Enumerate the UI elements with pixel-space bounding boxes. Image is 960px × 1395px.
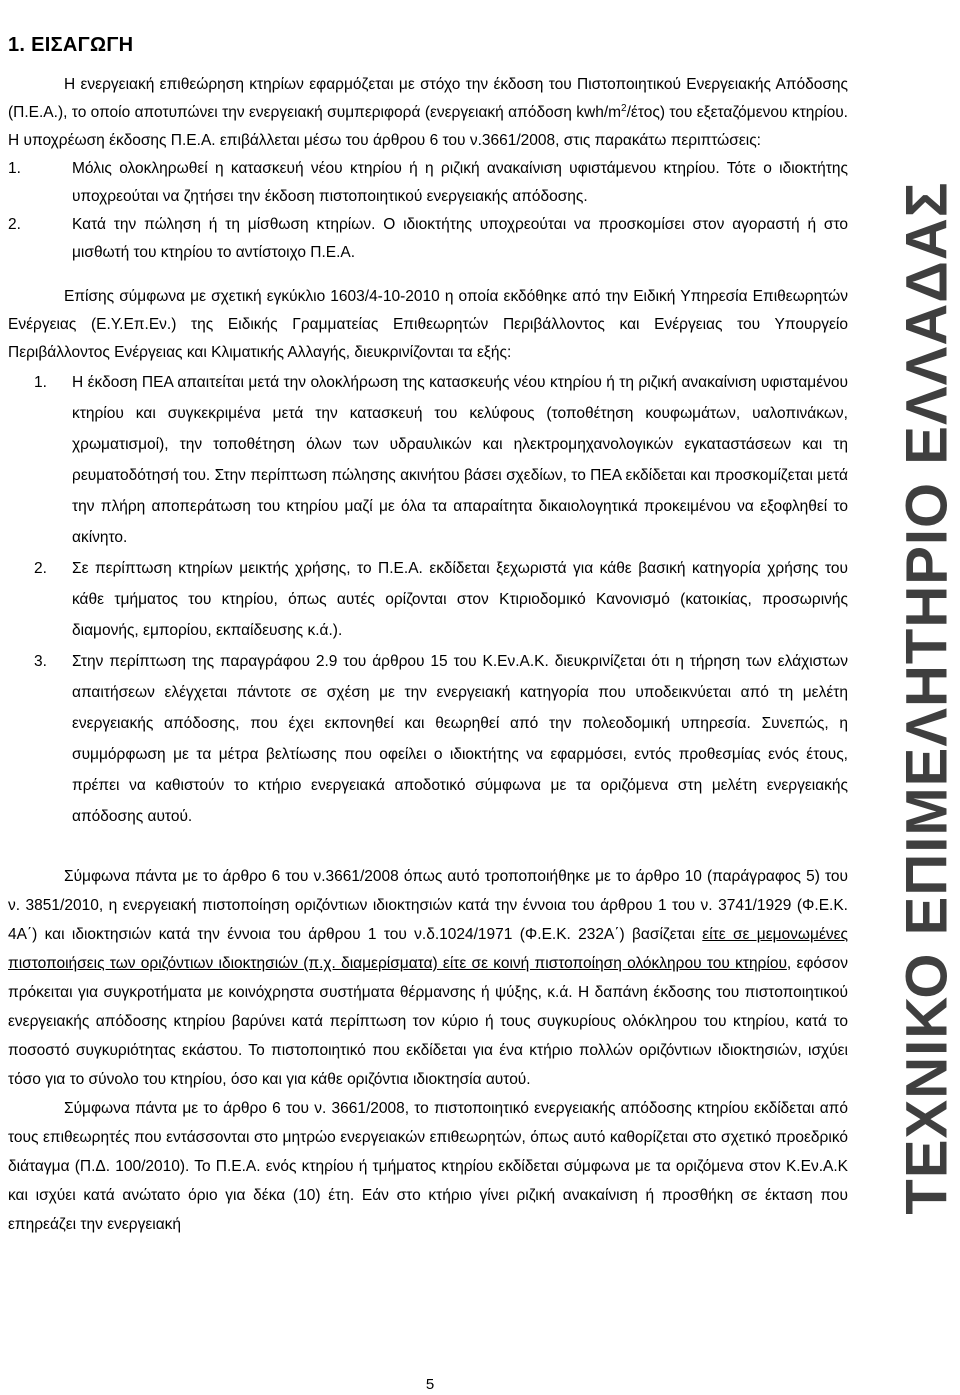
- intro-text-a: Η ενεργειακή επιθεώρηση κτηρίων εφαρμόζεται με στόχο την έκδοση του Πιστοποιητικού Ενεργειακής Απόδοσης (Π.Ε.Α.), το οποίο αποτυπώνει την ενεργειακή συμπεριφορά (ενεργειακή απόδοση kwh/m: [8, 76, 848, 121]
- clarification-item: [8, 646, 848, 832]
- clarification-text: Σε περίπτωση κτηρίων μεικτής χρήσης, το Π.Ε.Α. εκδίδεται ξεχωριστά για κάθε βασική κατηγορία χρήσης του κάθε τμήματος του κτηρίου, όπως αυτές ορίζονται στον Κτιριοδομικό Κανονισμό (κατοικίας, προσωρινής διαμονής, εμπορίου, εκπαίδευσης κ.ά.).: [72, 560, 848, 639]
- watermark-text: ΤΕΧΝΙΚΟ ΕΠΙΜΕΛΗΤΗΡΙΟ ΕΛΛΑΔΑΣ: [894, 180, 959, 1215]
- spacer: [8, 267, 848, 283]
- spacer: [8, 832, 848, 862]
- page-number: 5: [425, 1376, 435, 1393]
- case-text: Κατά την πώληση ή τη μίσθωση κτηρίων. Ο ιδιοκτήτης υποχρεούται να προσκομίσει στον αγοραστή ή στο μισθωτή του κτηρίου το αντίστοιχο Π.Ε.Α.: [72, 216, 848, 261]
- case-text: Μόλις ολοκληρωθεί η κατασκευή νέου κτηρίου ή η ριζική ανακαίνιση υφιστάμενου κτηρίου. Τότε ο ιδιοκτήτης υποχρεούται να ζητήσει την έκδοση πιστοποιητικού ενεργειακής απόδοσης.: [72, 160, 848, 205]
- clarification-text: Η έκδοση ΠΕΑ απαιτείται μετά την ολοκλήρωση της κατασκευής νέου κτηρίου ή τη ριζική ανακαίνιση υφισταμένου κτηρίου και συγκεκριμένα μετά την κατασκευή του κελύφους (τοποθέτηση κουφωμάτων, υαλοπινάκων, χρωματισμοί), την τοποθέτηση όλων των υδραυλικών και ηλεκτρομηχανολογικών εγκαταστάσεων και τη ρευματοδότησή του. Στην περίπτωση πώλησης ακινήτου βάσει σχεδίων, το ΠΕΑ εκδίδεται και προσκομίζεται μετά την πλήρη αποπεράτωση του κτηρίου μαζί με όλα τα απαραίτητα δικαιολογητικά προκειμένου να εξοφληθεί το ακίνητο.: [72, 374, 848, 546]
- intro-text-b: /έτος) του εξεταζόμενου κτηρίου. Η υποχρέωση έκδοσης Π.Ε.Α. επιβάλλεται μέσω του άρθρου 6 του ν.3661/2008, στις παρακάτω περιπτώσεις:: [8, 104, 848, 149]
- clarification-item: [8, 553, 848, 646]
- section-heading: 1. ΕΙΣΑΓΩΓΗ: [8, 34, 134, 56]
- amendment-text-b: , εφόσον πρόκειται για συγκροτήματα με κοινόχρηστα συστήματα θέρμανσης ή ψύξης, κ.ά. Η δαπάνη έκδοσης του πιστοποιητικού ενεργειακής απόδοσης κτηρίου βαρύνει κατά περίπτωση τον κύριο ή τους συγκυρίους ολόκληρου του κτηρίου, κατά το ποσοστό συγκυριότητας εκάστου. Το πιστοποιητικό που εκδίδεται για ένα κτήριο πολλών οριζόντιων ιδιοκτησιών, ισχύει τόσο για το σύνολο του κτηρίου, όσο και για κάθε οριζόντια ιδιοκτησία αυτού.: [8, 955, 848, 1088]
- cases-list: [8, 155, 848, 267]
- circular-paragraph: Επίσης σύμφωνα με σχετική εγκύκλιο 1603/4-10-2010 η οποία εκδόθηκε από την Ειδική Υπηρεσία Επιθεωρητών Ενέργειας (Ε.Υ.Επ.Εν.) της Ειδικής Γραμματείας Επιθεωρητών Περιβάλλοντος και Ενέργειας του Υπουργείο Περιβάλλοντος Ενέργειας και Κλιματικής Αλλαγής, διευκρινίζονται τα εξής:: [8, 288, 848, 361]
- clarification-number: 2.: [34, 560, 47, 577]
- clarification-number: 1.: [34, 374, 47, 391]
- case-item: [8, 211, 848, 267]
- closing-paragraph: Σύμφωνα πάντα με το άρθρο 6 του ν. 3661/2008, το πιστοποιητικό ενεργειακής απόδοσης κτηρίου εκδίδεται από τους επιθεωρητές που εντάσσονται στο μητρώο ενεργειακών επιθεωρητών, όπως αυτό καθορίζεται στο σχετικό προεδρικό διάταγμα (Π.Δ. 100/2010). Το Π.Ε.Α. ενός κτηρίου ή τμήματος κτηρίου εκδίδεται σύμφωνα με τα οριζόμενα στον Κ.Εν.Α.Κ και ισχύει κατά ανώτατο όριο για δέκα (10) έτη. Εάν στο κτήριο γίνει ριζική ανακαίνιση ή προσθήκη σε έκταση που επηρεάζει την ενεργειακή: [8, 1100, 848, 1233]
- case-number: 2.: [8, 216, 21, 233]
- intro-paragraph: [8, 71, 848, 155]
- case-item: [8, 155, 848, 211]
- clarifications-list: [8, 367, 848, 832]
- case-number: 1.: [8, 160, 21, 177]
- intro-superscript: 2: [621, 102, 627, 114]
- page-content: [8, 34, 848, 1239]
- amendment-paragraph: [8, 862, 848, 1094]
- clarification-text: Στην περίπτωση της παραγράφου 2.9 του άρθρου 15 του Κ.Εν.Α.Κ. διευκρινίζεται ότι η τήρηση των ελάχιστων απαιτήσεων ελέγχεται πάντοτε σε σχέση με την ενεργειακή κατηγορία που υποδεικνύεται από τη μελέτη ενεργειακής απόδοσης, που έχει εκπονηθεί και θεωρηθεί από την πολεοδομική υπηρεσία. Συνεπώς, η συμμόρφωση με τα μέτρα βελτίωσης που οφείλει ο ιδιοκτήτης να εφαρμόσει, εντός προθεσμίας ενός έτους, πρέπει να καθιστούν το κτήριο ενεργειακά αποδοτικό σύμφωνα με τα οριζόμενα στη μελέτη ενεργειακής απόδοσης αυτού.: [72, 653, 848, 825]
- amendment-underlined-text: είτε σε μεμονωμένες πιστοποιήσεις των οριζόντιων ιδιοκτησιών (π.χ. διαμερίσματα) είτε σε κοινή πιστοποίηση ολόκληρου του κτηρίου: [8, 926, 848, 972]
- amendment-text-a: Σύμφωνα πάντα με το άρθρο 6 του ν.3661/2008 όπως αυτό τροποποιήθηκε με το άρθρο 10 (παράγραφος 5) του ν. 3851/2010, η ενεργειακή πιστοποίηση οριζόντιων ιδιοκτησιών κατά την έννοια του άρθρου 1 του ν. 3741/1929 (Φ.Ε.Κ. 4Α΄) και ιδιοκτησιών κατά την έννοια του άρθρου 1 του ν.δ.1024/1971 (Φ.Ε.Κ. 232Α΄) βασίζεται: [8, 868, 848, 943]
- clarification-item: [8, 367, 848, 553]
- side-watermark: [893, 0, 960, 1395]
- clarification-number: 3.: [34, 653, 47, 670]
